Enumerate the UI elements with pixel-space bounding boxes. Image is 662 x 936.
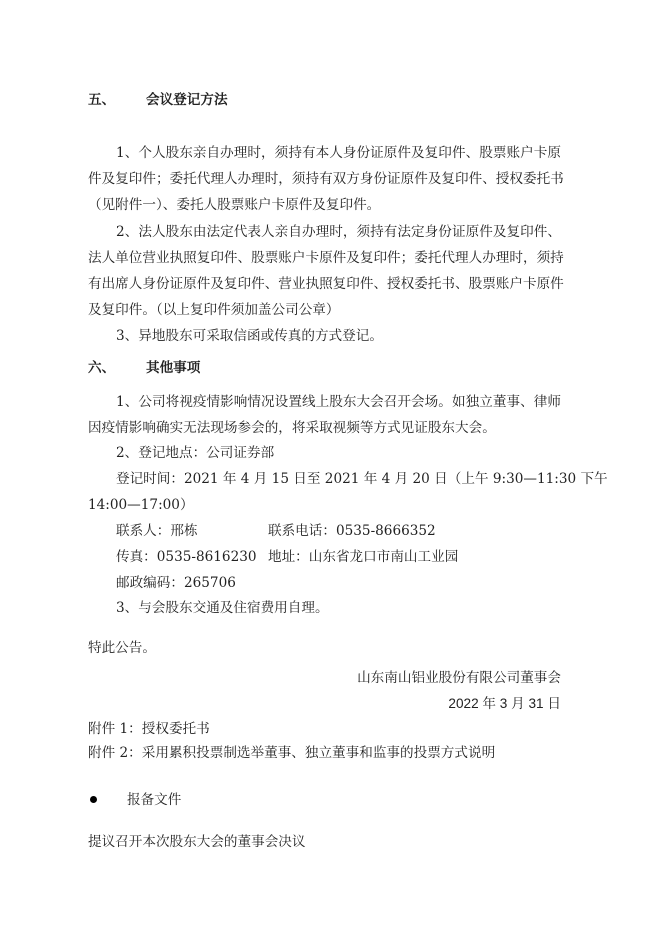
paragraph-line: 1、公司将视疫情影响情况设置线上股东大会召开会场。如独立董事、律师 <box>116 394 561 410</box>
registration-time: 登记时间：2021 年 4 月 15 日至 2021 年 4 月 20 日（上午 9:30—11:30 下午 <box>116 471 608 487</box>
contact-row <box>116 522 436 540</box>
paragraph-line: 3、与会股东交通及住宿费用自理。 <box>116 600 329 616</box>
fax: 传真：0535-8616230 <box>116 549 257 565</box>
paragraph-line: 3、异地股东可采取信函或传真的方式登记。 <box>116 328 383 344</box>
date: 2022 年 3 月 31 日 <box>448 696 561 711</box>
signer: 山东南山铝业股份有限公司董事会 <box>357 670 561 686</box>
paragraph-line: 1、个人股东亲自办理时，须持有本人身份证原件及复印件、股票账户卡原 <box>116 145 561 161</box>
section-5-heading: 五、 会议登记方法 <box>88 92 228 108</box>
paragraph-line: 2、登记地点：公司证券部 <box>116 445 275 461</box>
paragraph-line: 有出席人身份证原件及复印件、营业执照复印件、授权委托书、股票账户卡原件 <box>88 276 564 292</box>
contact-person: 联系人：邢栋 <box>116 523 198 539</box>
paragraph-line: 法人单位营业执照复印件、股票账户卡原件及复印件；委托代理人办理时，须持 <box>88 250 564 266</box>
paragraph-line: 及复印件。（以上复印件须加盖公司公章） <box>88 302 340 318</box>
attachment-1: 附件 1：授权委托书 <box>88 721 210 737</box>
section-6-heading: 六、 其他事项 <box>88 360 201 376</box>
attachment-2: 附件 2：采用累积投票制选举董事、独立董事和监事的投票方式说明 <box>88 745 496 761</box>
bullet-icon <box>90 796 97 803</box>
contact-phone: 联系电话：0535-8666352 <box>268 523 436 539</box>
address: 地址：山东省龙口市南山工业园 <box>268 549 459 565</box>
filing-item: 提议召开本次股东大会的董事会决议 <box>88 834 306 850</box>
paragraph-line: 件及复印件；委托代理人办理时，须持有双方身份证原件及复印件、授权委托书 <box>88 171 564 187</box>
postcode: 邮政编码：265706 <box>116 575 236 591</box>
fax-row <box>116 548 458 566</box>
paragraph-line: 因疫情影响确实无法现场参会的，将采取视频等方式见证股东大会。 <box>88 420 496 436</box>
closing: 特此公告。 <box>88 640 156 656</box>
paragraph-line: 2、法人股东由法定代表人亲自办理时，须持有法定身份证原件及复印件、 <box>116 224 561 240</box>
registration-time-cont: 14:00—17:00） <box>88 497 194 513</box>
paragraph-line: （见附件一）、委托人股票账户卡原件及复印件。 <box>88 197 381 213</box>
filing-heading: 报备文件 <box>88 791 181 809</box>
